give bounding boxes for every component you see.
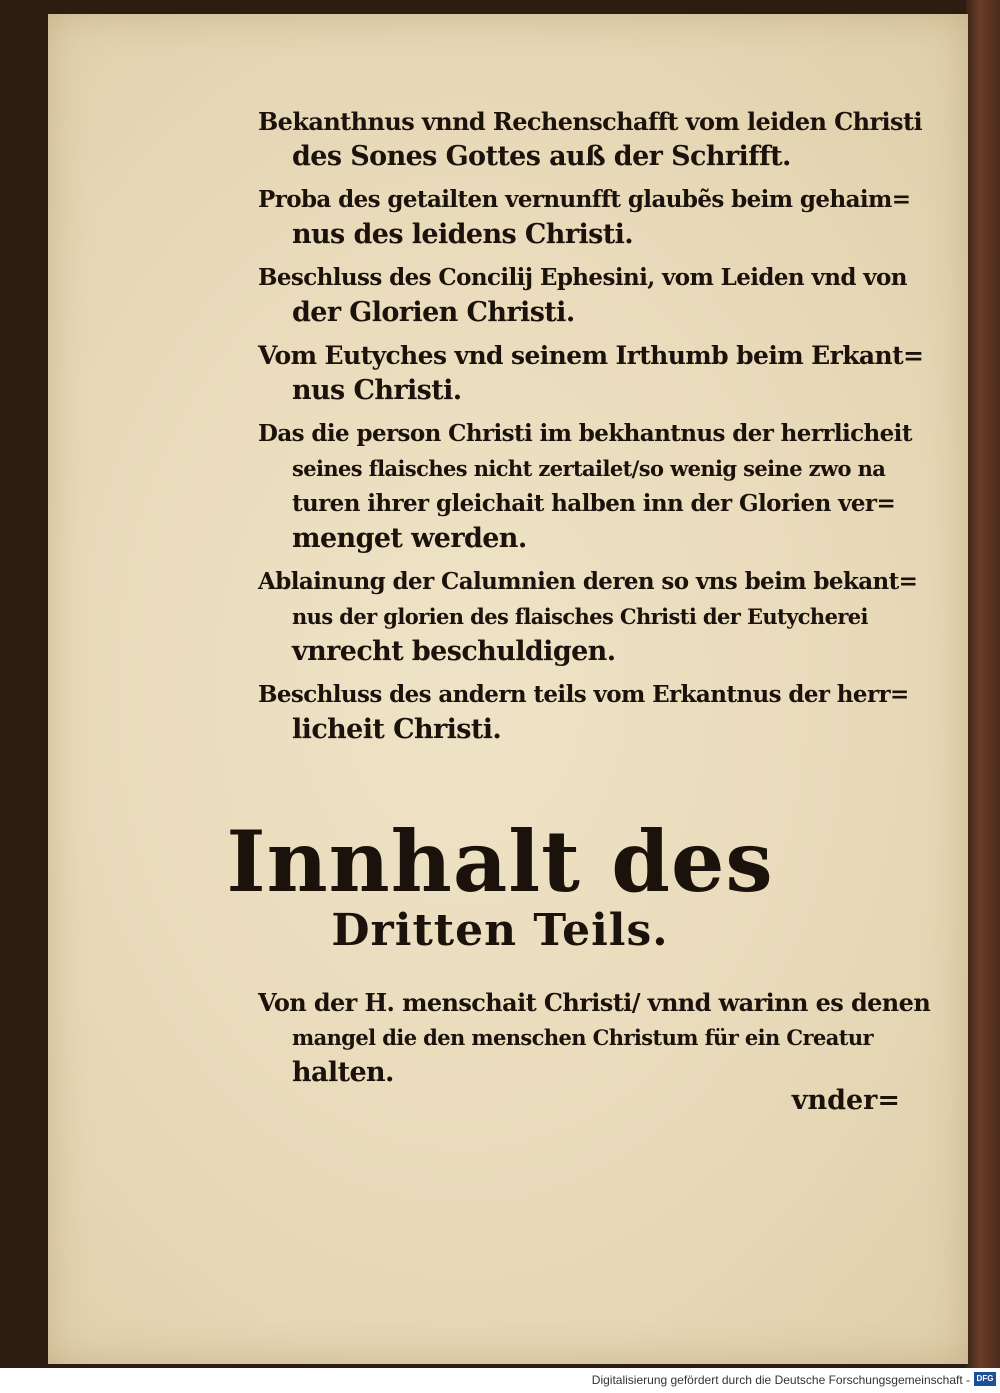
- toc-line: der Glorien Christi.: [292, 297, 575, 328]
- toc-line: Ablainung der Calumnien deren so vns beim bekant=: [258, 568, 918, 595]
- toc-entry: [258, 985, 930, 1090]
- toc-entry: [258, 104, 930, 174]
- toc-entry: [258, 564, 930, 669]
- toc-line: seines flaisches nicht zertailet/so wenig seine zwo na: [292, 456, 886, 481]
- toc-line: Vom Eutyches vnd seinem Irthumb beim Erkant=: [258, 341, 924, 370]
- toc-line: nus des leidens Christi.: [292, 219, 634, 250]
- digitization-footer: [0, 1368, 1000, 1393]
- toc-line: nus Christi.: [292, 375, 462, 406]
- toc-line: nus der glorien des flaisches Christi der Eutycherei: [292, 604, 868, 629]
- toc-entry: [258, 260, 930, 330]
- toc-line: Beschluss des Concilij Ephesini, vom Leiden vnd von: [258, 264, 907, 291]
- toc-entry: [258, 182, 930, 252]
- toc-line: licheit Christi.: [292, 714, 502, 745]
- table-of-contents: [258, 104, 930, 755]
- toc-line: des Sones Gottes auß der Schrifft.: [292, 141, 791, 172]
- dfg-logo: DFG: [974, 1372, 996, 1386]
- toc-line: Das die person Christi im bekhantnus der herrlicheit: [258, 420, 912, 447]
- toc-line: menget werden.: [292, 523, 527, 554]
- toc-entry: [258, 338, 930, 408]
- toc-line: Proba des getailten vernunfft glaubẽs beim gehaim=: [258, 186, 911, 213]
- toc-line: mangel die den menschen Christum für ein Creatur: [292, 1025, 873, 1050]
- toc-line: halten.: [292, 1057, 394, 1088]
- book-cover-edge: [966, 0, 1000, 1368]
- toc-entry: [258, 677, 930, 747]
- toc-line: Bekanthnus vnnd Rechenschafft vom leiden Christi: [258, 107, 922, 136]
- catchword: vnder=: [791, 1085, 900, 1116]
- toc-line: Beschluss des andern teils vom Erkantnus der herr=: [258, 681, 909, 708]
- toc-line: Von der H. menschait Christi/ vnnd warinn es denen: [258, 988, 931, 1017]
- section-heading: Innhalt des: [226, 812, 774, 911]
- funding-notice: Digitalisierung gefördert durch die Deutsche Forschungsgemeinschaft -: [591, 1373, 970, 1387]
- third-part-contents: [258, 985, 930, 1098]
- toc-line: vnrecht beschuldigen.: [292, 636, 616, 667]
- section-subheading: Dritten Teils.: [331, 905, 669, 956]
- toc-line: turen ihrer gleichait halben inn der Glorien ver=: [292, 490, 896, 517]
- toc-entry: [258, 416, 930, 556]
